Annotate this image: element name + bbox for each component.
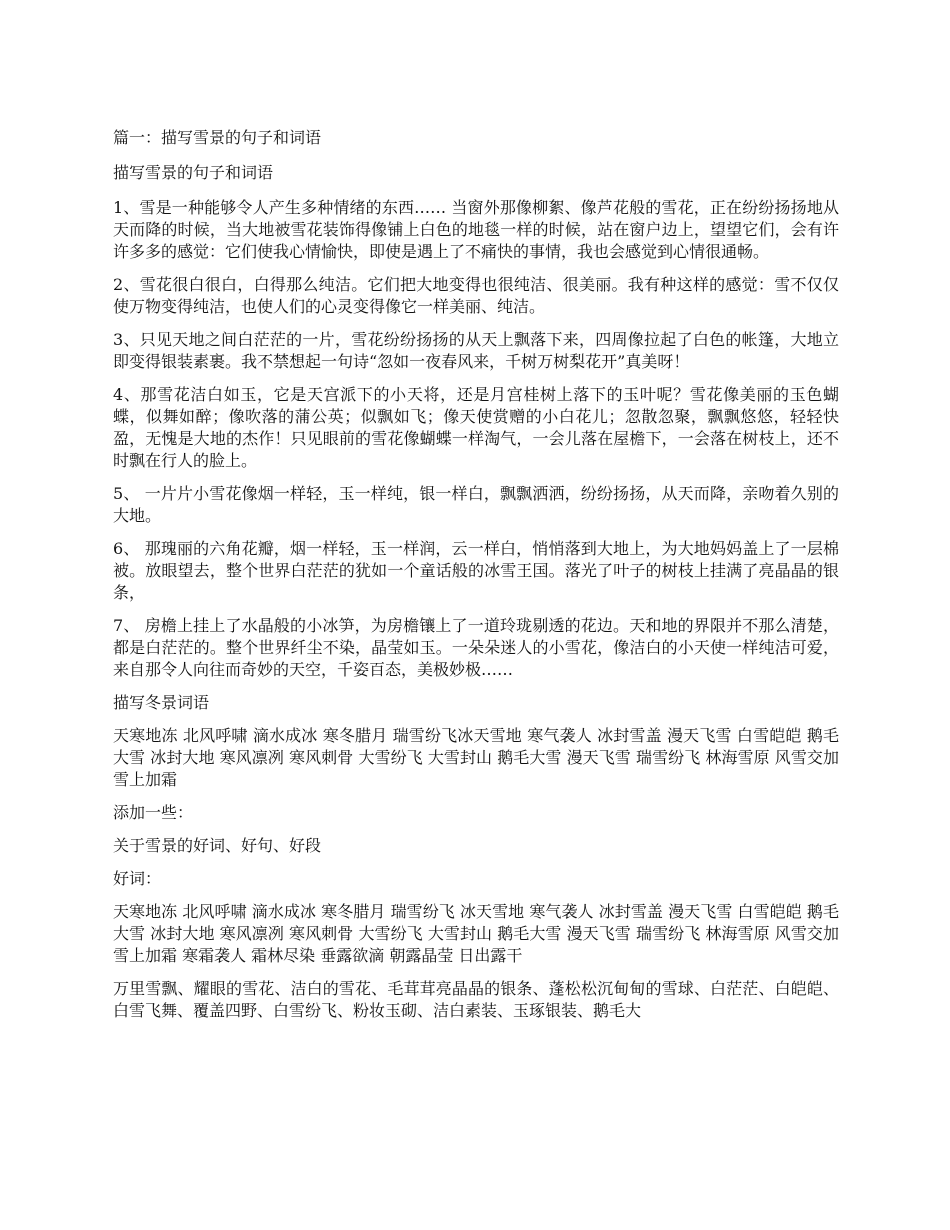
addendum-label: 添加一些： [113,803,194,822]
good-words-label: 好词： [113,869,162,888]
document-body [113,127,839,1033]
winter-words-list: 天寒地冻 北风呼啸 滴水成冰 寒冬腊月 瑞雪纷飞冰天雪地 寒气袭人 冰封雪盖 漫天飞雪 白雪皑皑 鹅毛大雪 冰封大地 寒风凛冽 寒风刺骨 大雪纷飞 大雪封山 鹅毛大雪 漫天飞雪 瑞雪纷飞 林海雪原 风雪交加雪上加霜 [113,726,839,789]
section-heading-good-words: 关于雪景的好词、好句、好段 [113,836,322,855]
paragraph-1: 1、雪是一种能够令人产生多种情绪的东西…… 当窗外那像柳絮、像芦花般的雪花，正在纷纷扬扬地从天而降的时候，当大地被雪花装饰得像铺上白色的地毯一样的时候，站在窗户边上，望望它们，会有许许多多的感觉：它们使我心情愉快，即使是遇上了不痛快的事情，我也会感觉到心情很通畅。 [113,198,839,261]
paragraph-5: 5、 一片片小雪花像烟一样轻，玉一样纯，银一样白，飘飘洒洒，纷纷扬扬，从天而降，亲吻着久别的大地。 [113,484,839,525]
paragraph-7: 7、 房檐上挂上了水晶般的小冰笋，为房檐镶上了一道玲珑剔透的花边。天和地的界限并不那么清楚，都是白茫茫的。整个世界纤尘不染，晶莹如玉。一朵朵迷人的小雪花，像洁白的小天使一样纯洁可爱，来自那令人向往而奇妙的天空，千姿百态，美极妙极…… [113,616,839,679]
paragraph-2: 2、雪花很白很白，白得那么纯洁。它们把大地变得也很纯洁、很美丽。我有种这样的感觉：雪不仅仅使万物变得纯洁，也使人们的心灵变得像它一样美丽、纯洁。 [113,275,839,316]
document-title: 篇一：描写雪景的句子和词语 [113,128,322,147]
section-heading-sentences: 描写雪景的句子和词语 [113,163,274,182]
paragraph-4: 4、那雪花洁白如玉，它是天宫派下的小天将，还是月宫桂树上落下的玉叶呢？雪花像美丽的玉色蝴蝶，似舞如醉；像吹落的蒲公英；似飘如飞；像天使赏赠的小白花儿；忽散忽聚，飘飘悠悠，轻轻快盈，无愧是大地的杰作！只见眼前的雪花像蝴蝶一样淘气，一会儿落在屋檐下，一会落在树枝上，还不时飘在行人的脸上。 [113,385,839,470]
phrases-list: 万里雪飘、耀眼的雪花、洁白的雪花、毛茸茸亮晶晶的银条、蓬松松沉甸甸的雪球、白茫茫、白皑皑、白雪飞舞、覆盖四野、白雪纷飞、粉妆玉砌、洁白素装、玉琢银装、鹅毛大 [113,979,839,1020]
section-heading-winter-words: 描写冬景词语 [113,693,210,712]
good-words-list: 天寒地冻 北风呼啸 滴水成冰 寒冬腊月 瑞雪纷飞 冰天雪地 寒气袭人 冰封雪盖 漫天飞雪 白雪皑皑 鹅毛大雪 冰封大地 寒风凛冽 寒风刺骨 大雪纷飞 大雪封山 鹅毛大雪 漫天飞雪 瑞雪纷飞 林海雪原 风雪交加 雪上加霜 寒霜袭人 霜林尽染 垂露欲滴 朝露晶莹 日出露干 [113,902,839,965]
paragraph-3: 3、只见天地之间白茫茫的一片，雪花纷纷扬扬的从天上飘落下来，四周像拉起了白色的帐篷，大地立即变得银装素裹。我不禁想起一句诗“忽如一夜春风来，千树万树梨花开”真美呀！ [113,330,839,371]
paragraph-6: 6、 那瑰丽的六角花瓣，烟一样轻，玉一样润，云一样白，悄悄落到大地上，为大地妈妈盖上了一层棉被。放眼望去，整个世界白茫茫的犹如一个童话般的冰雪王国。落光了叶子的树枝上挂满了亮晶晶的银条， [113,539,839,602]
